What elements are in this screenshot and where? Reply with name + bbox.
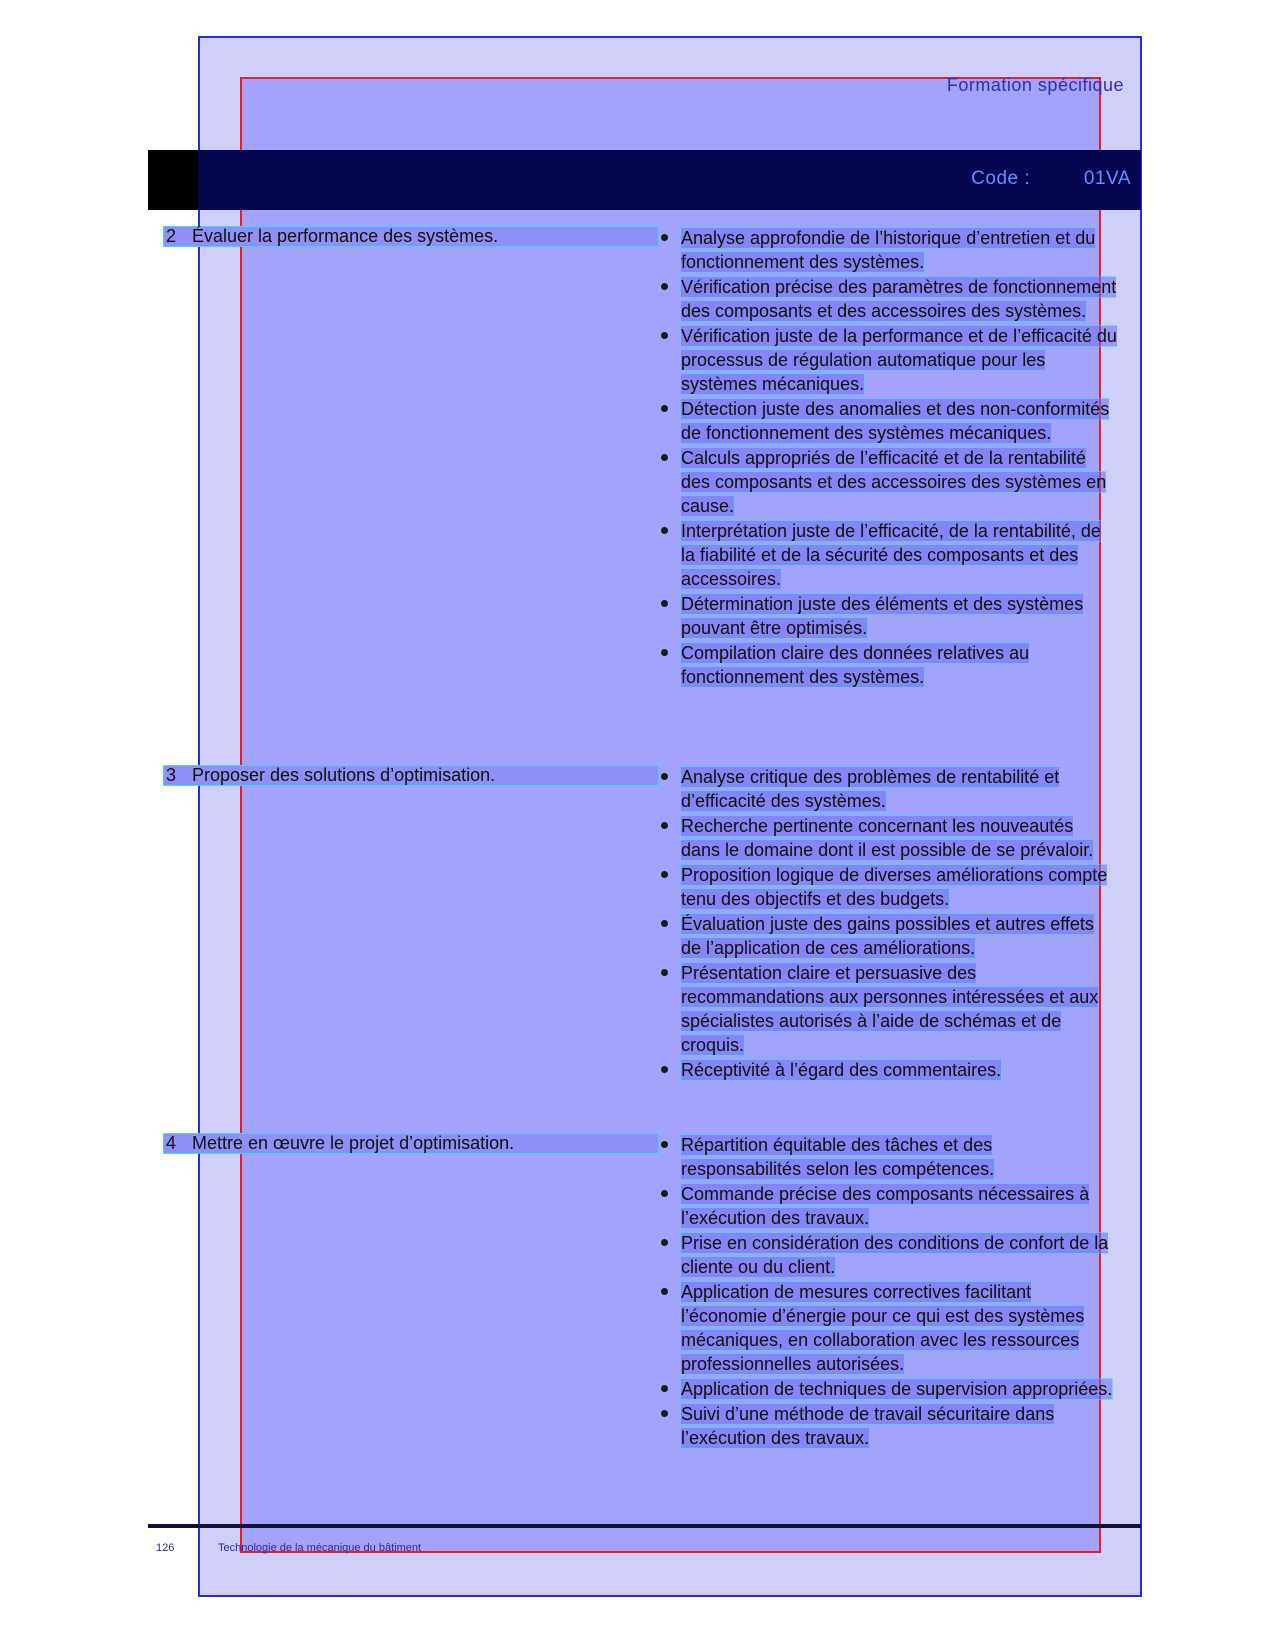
bullet-icon [661,1190,668,1197]
bullet-icon [661,1288,668,1295]
criterion-number: 3 [166,765,177,785]
banner-edge [148,150,198,210]
criterion-text: Mettre en œuvre le projet d’optimisation. [192,1133,515,1153]
list-item: Vérification précise des paramètres de fonctionnement des composants et des accessoires des systèmes. [657,275,1117,323]
bullet-icon [661,1385,668,1392]
performance-criteria-list [657,765,1117,1083]
bullet-icon [661,969,668,976]
bullet-icon [661,234,668,241]
list-item: Proposition logique de diverses améliorations compte tenu des objectifs et des budgets. [657,863,1117,911]
list-item: Analyse critique des problèmes de rentabilité et d’efficacité des systèmes. [657,765,1117,813]
bullet-icon [661,920,668,927]
bullet-icon [661,600,668,607]
program-name: Technologie de la mécanique du bâtiment [218,1542,422,1554]
bullet-icon [661,332,668,339]
criterion-number: 4 [166,1133,177,1153]
criterion-title [163,226,659,247]
list-item: Analyse approfondie de l’historique d’entretien et du fonctionnement des systèmes. [657,226,1117,274]
bullet-icon [661,527,668,534]
bullet-icon [661,283,668,290]
section-header: Formation spécifique [946,75,1124,95]
bullet-icon [661,649,668,656]
list-item: Détection juste des anomalies et des non-conformités de fonctionnement des systèmes mécaniques. [657,397,1117,445]
criterion-title [163,1133,659,1154]
list-item: Suivi d’une méthode de travail sécuritaire dans l’exécution des travaux. [657,1402,1117,1450]
bullet-icon [661,871,668,878]
list-item: Interprétation juste de l’efficacité, de la rentabilité, de la fiabilité et de la sécurité des composants et des accessoires. [657,519,1117,591]
bullet-icon [661,822,668,829]
code-label: Code : [971,168,1031,189]
list-item: Application de techniques de supervision appropriées. [657,1377,1117,1401]
criterion-title [163,765,659,786]
list-item: Réceptivité à l’égard des commentaires. [657,1058,1117,1082]
code-value: 01VA [1083,168,1131,189]
footer-divider [148,1524,1141,1528]
performance-criteria-list [657,226,1117,690]
bullet-icon [661,1410,668,1417]
list-item: Recherche pertinente concernant les nouveautés dans le domaine dont il est possible de se prévaloir. [657,814,1117,862]
code-banner [148,150,1141,210]
list-item: Détermination juste des éléments et des systèmes pouvant être optimisés. [657,592,1117,640]
page-number: 126 [156,1542,175,1554]
list-item: Compilation claire des données relatives au fonctionnement des systèmes. [657,641,1117,689]
criterion-text: Proposer des solutions d’optimisation. [192,765,496,785]
criterion-number: 2 [166,226,177,246]
list-item: Vérification juste de la performance et de l’efficacité du processus de régulation automatique pour les systèmes mécaniques. [657,324,1117,396]
list-item: Présentation claire et persuasive des recommandations aux personnes intéressées et aux spécialistes autorisés à l’aide de schémas et de croquis. [657,961,1117,1057]
list-item: Répartition équitable des tâches et des responsabilités selon les compétences. [657,1133,1117,1181]
page-footer [156,1542,421,1554]
bullet-icon [661,405,668,412]
list-item: Application de mesures correctives facilitant l’économie d’énergie pour ce qui est des systèmes mécaniques, en collaboration avec les ressources professionnelles autorisées. [657,1280,1117,1376]
list-item: Évaluation juste des gains possibles et autres effets de l’application de ces améliorations. [657,912,1117,960]
list-item: Commande précise des composants nécessaires à l’exécution des travaux. [657,1182,1117,1230]
bullet-icon [661,1141,668,1148]
bullet-icon [661,454,668,461]
list-item: Calculs appropriés de l’efficacité et de la rentabilité des composants et des accessoires des systèmes en cause. [657,446,1117,518]
criterion-text: Évaluer la performance des systèmes. [192,226,499,246]
list-item: Prise en considération des conditions de confort de la cliente ou du client. [657,1231,1117,1279]
bullet-icon [661,1239,668,1246]
bullet-icon [661,1066,668,1073]
code-area [971,168,1131,190]
bullet-icon [661,773,668,780]
performance-criteria-list [657,1133,1117,1451]
